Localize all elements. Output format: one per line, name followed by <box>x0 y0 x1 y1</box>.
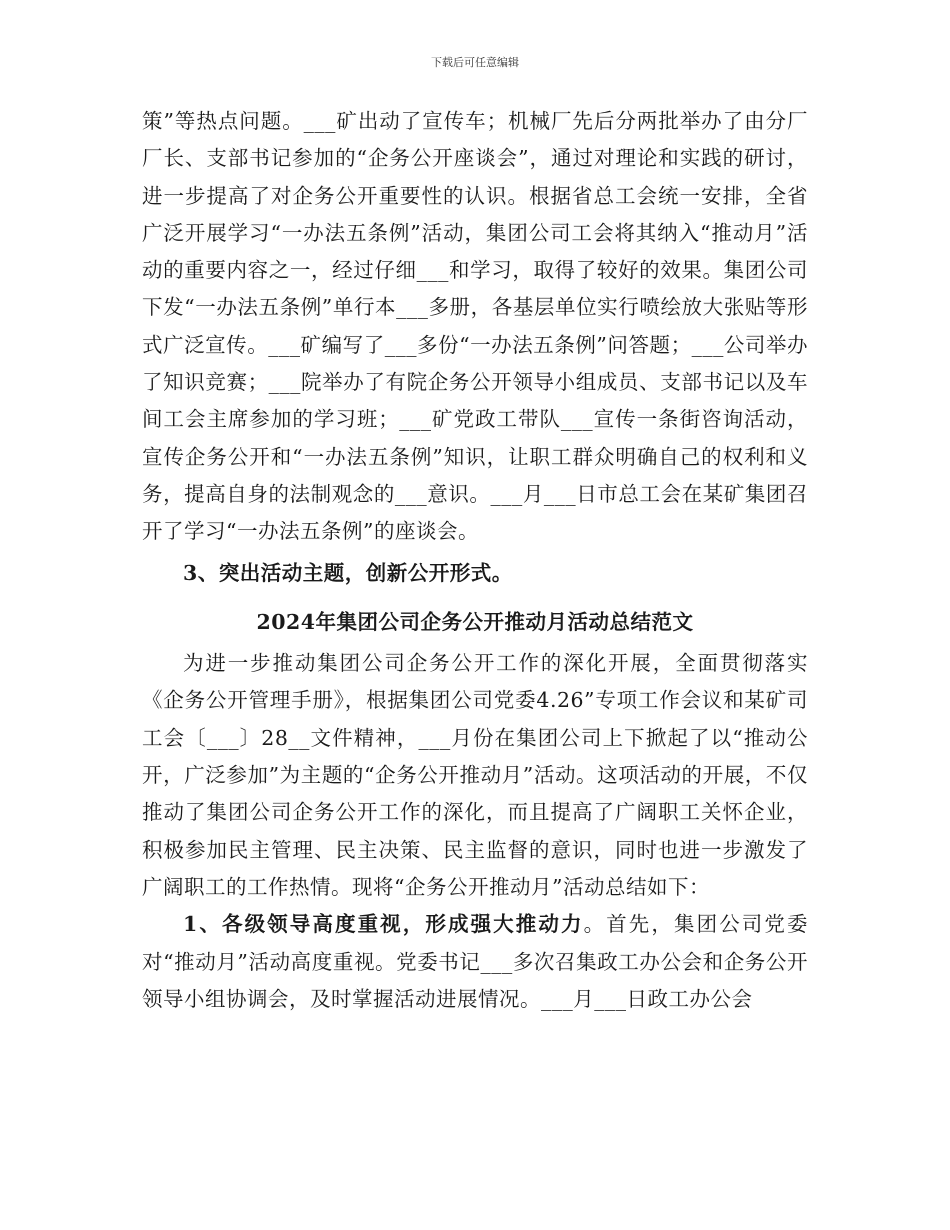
paragraph-intro: 为进一步推动集团公司企务公开工作的深化开展，全面贯彻落实《企务公开管理手册》，根据集团公司党委4.26”专项工作会议和某矿司工会〔___〕28__文件精神，___月份在集团公司上下掀起了以“推动公开，广泛参加”为主题的“企务公开推动月”活动。这项活动的开展，不仅推动了集团公司企务公开工作的深化，而且提高了广阔职工关怀企业，积极参加民主管理、民主决策、民主监督的意识，同时也进一步激发了广阔职工的工作热情。现将“企务公开推动月”活动总结如下： <box>142 651 808 899</box>
document-body <box>142 103 808 1018</box>
paragraph-activities: 策”等热点问题。___矿出动了宣传车；机械厂先后分两批举办了由分厂厂长、支部书记参加的“企务公开座谈会”，通过对理论和实践的研讨，进一步提高了对企务公开重要性的认识。根据省总工会统一安排，全省广泛开展学习“一办法五条例”活动，集团公司工会将其纳入“推动月”活动的重要内容之一，经过仔细___和学习，取得了较好的效果。集团公司下发“一办法五条例”单行本___多册，各基层单位实行喷绘放大张贴等形式广泛宣传。___矿编写了___多份“一办法五条例”问答题；___公司举办了知识竞赛；___院举办了有院企务公开领导小组成员、支部书记以及车间工会主席参加的学习班；___矿党政工带队___宣传一条街咨询活动，宣传企务公开和“一办法五条例”知识，让职工群众明确自己的权利和义务，提高自身的法制观念的___意识。___月___日市总工会在某矿集团召开了学习“一办法五条例”的座谈会。 <box>142 109 808 544</box>
paragraph-leadership <box>142 906 808 1018</box>
page-header-note: 下载后可任意编辑 <box>431 56 519 69</box>
paragraph-leadership-text: 。首先，集团公司党委对“推动月”活动高度重视。党委书记___多次召集政工办公会和企务公开领导小组协调会，及时掌握活动进展情况。___月___日政工办公会 <box>142 912 809 1011</box>
paragraph-leadership-heading: 1、各级领导高度重视，形成强大推动力 <box>183 912 584 937</box>
section-heading-3: 3、突出活动主题，创新公开形式。 <box>183 560 513 585</box>
document-title: 2024年集团公司企务公开推动月活动总结范文 <box>256 609 694 634</box>
